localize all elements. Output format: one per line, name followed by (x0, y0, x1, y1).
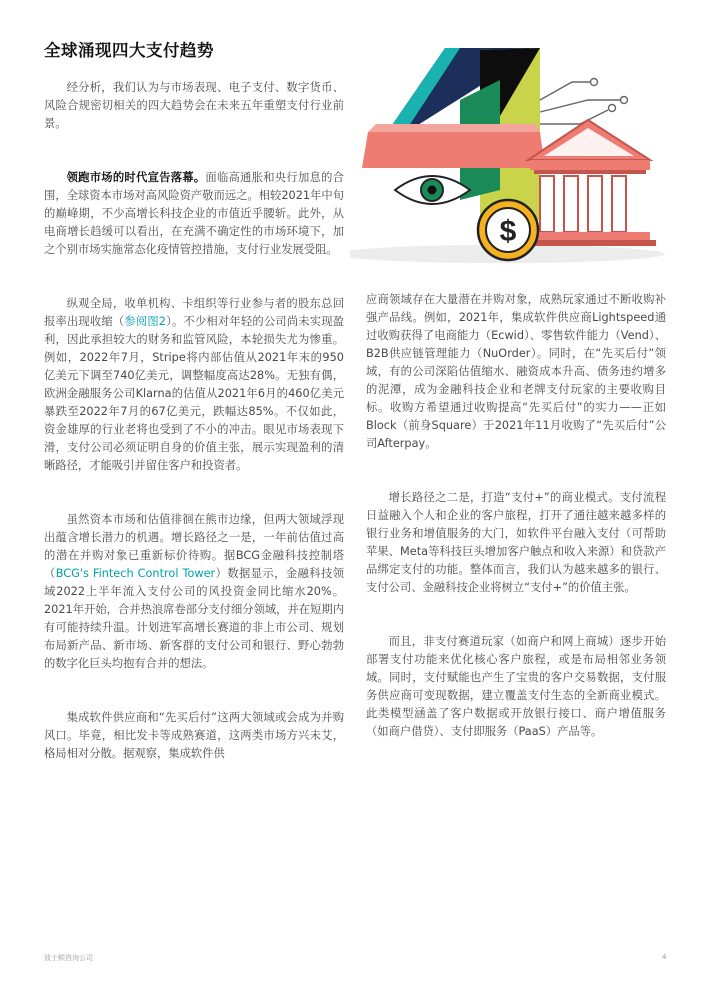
page-number: 4 (662, 953, 667, 961)
right-column (366, 291, 666, 741)
circuit-lines (540, 79, 628, 125)
paragraph: 虽然资本市场和估值徘徊在熊市边缘，但两大领域浮现出蕴含增长潜力的机遇。增长路径之一是，一年前估值过高的潜在并购对象已重新标价待购。据BCG金融科技控制塔（BCG's Fintech Control Tower）数据显示，金融科技领域2022上半年流入支付公司的风投资金同比缩水20%。2021年开始，合并热浪席卷部分支付细分领域，并在短期内有可能持续升温。计划进军高增长赛道的非上市公司、规划布局新产品、新市场、新客群的支付公司和银行、野心勃勃的数字化巨头均抱有合并的想法。 (44, 513, 344, 670)
paragraph: 而且，非支付赛道玩家（如商户和网上商城）逐步开始部署支付功能来优化核心客户旅程，或是布局相邻业务领域。同时，支付赋能也产生了宝贵的客户交易数据，支付服务供应商可变现数据，建立覆盖支付生态的全新商业模式。此类模型涵盖了客户数据或开放银行接口、商户增值服务（如商户借贷）、支付即服务（PaaS）产品等。 (366, 635, 666, 738)
fintech-control-tower-link[interactable]: BCG's Fintech Control Tower (55, 567, 216, 580)
paragraph: 增长路径之二是，打造“支付+”的商业模式。支付流程日益融入个人和企业的客户旅程，打开了通往越来越多样的银行业务和增值服务的大门，如软件平台融入支付（可帮助苹果、Meta等科技巨头增加客户触点和收入来源）和贷款产品绑定支付的功能。整体而言，我们认为越来越多的银行、支付公司、金融科技企业将树立“支付+”的价值主张。 (366, 491, 666, 594)
four-crossbar (362, 132, 545, 168)
figure-reference-link[interactable]: 参阅图2 (124, 315, 166, 328)
payment-trends-illustration (350, 40, 680, 280)
four-crossbar-top (368, 124, 540, 132)
paragraph: 纵观全局，收单机构、卡组织等行业参与者的股东总回报率出现收缩（参阅图2）。不少相对年轻的公司尚未实现盈利，因此承担较大的财务和监管风险，本轮损失尤为惨重。例如，2022年7月，Stripe将内部估值从2021年末的950亿美元下调至740亿美元，调整幅度高达28%。无独有偶，欧洲金融服务公司Klarna的估值从2021年6月的460亿美元暴跌至2022年7月的67亿美元，跌幅达85%。不仅如此，资金雄厚的行业老将也受到了不小的冲击。眼见市场表现下滑，支付公司必须证明自身的价值主张，展示实现盈利的清晰路径，才能吸引并留住客户和投资者。 (44, 297, 344, 472)
eye-icon (395, 176, 470, 204)
paragraph: 集成软件供应商和“先买后付”这两大领域或会成为并购风口。毕竟，相比发卡等成熟赛道，这两类市场方兴未艾，格局相对分散。据观察，集成软件供 (44, 711, 344, 760)
paragraph: 经分析，我们认为与市场表现、电子支付、数字货币、风险合规密切相关的四大趋势会在未来五年重塑支付行业前景。 (44, 81, 344, 130)
dollar-symbol: $ (499, 215, 517, 248)
dollar-coin-icon (478, 200, 538, 260)
page-title: 全球涌现四大支付趋势 (44, 41, 214, 60)
bank-building-icon (524, 120, 656, 246)
paragraph: 应商领域存在大量潜在并购对象，成熟玩家通过不断收购补强产品线。例如，2021年，集成软件供应商Lightspeed通过收购获得了电商能力（Ecwid）、零售软件能力（Vend）、B2B供应链管理能力（NuOrder）。同时，在“先买后付”领域，有的公司深陷估值缩水、融资成本升高、债务违约增多的泥潭，成为金融科技企业和老牌支付玩家的主要收购目标。收购方希望通过收购提高“先买后付”的实力——正如Block（前身Square）于2021年11月收购了“先买后付”公司Afterpay。 (366, 293, 666, 450)
left-column (44, 79, 344, 763)
paragraph: 领跑市场的时代宣告落幕。面临高通胀和央行加息的合围，全球资本市场对高风险资产敬而远之。相较2021年中旬的巅峰期，不少高增长科技企业的市值近乎腰斩。此外，从电商增长趋缓可以看出，在充满不确定性的市场环境下，加之个别市场实施常态化疫情管控措施，支付行业发展受阻。 (44, 171, 344, 256)
lead-heading: 领跑市场的时代宣告落幕。 (66, 171, 206, 184)
footer-company: 波士顿咨询公司 (44, 954, 93, 962)
